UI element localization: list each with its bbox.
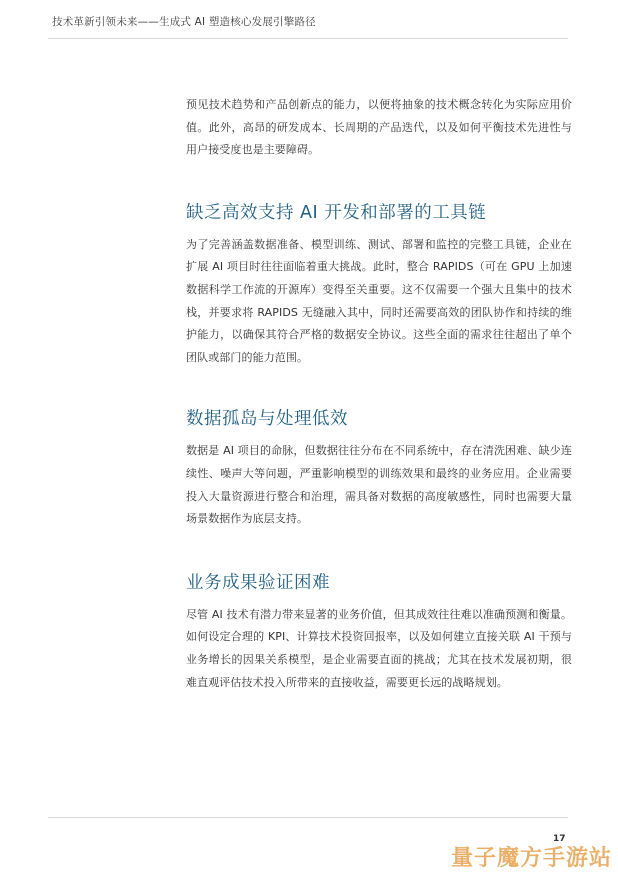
- section-heading-business-validation: 业务成果验证困难: [186, 572, 330, 593]
- section-heading-data-silos: 数据孤岛与处理低效: [186, 409, 348, 430]
- header-divider: [48, 38, 568, 39]
- site-watermark: 量子魔方手游站: [450, 846, 612, 871]
- section-body-business-validation: 尽管 AI 技术有潜力带来显著的业务价值，但其成效往往难以准确预测和衡量。如何设定合理的 KPI、计算技术投资回报率，以及如何建立直接关联 AI 干预与业务增长的因果关系模型，是企业需要直面的挑战；尤其在技术发展初期，很难直观评估技术投入所带来的直接收益，需要更长远的战略规划。: [186, 607, 572, 689]
- section-body-data-silos: 数据是 AI 项目的命脉，但数据往往分布在不同系统中，存在清洗困难、缺少连续性、噪声大等问题，严重影响模型的训练效果和最终的业务应用。企业需要投入大量资源进行整合和治理，需具备对数据的高度敏感性，同时也需要大量场景数据作为底层支持。: [186, 444, 572, 526]
- page-content: [186, 94, 572, 694]
- intro-paragraph: 预见技术趋势和产品创新点的能力，以便将抽象的技术概念转化为实际应用价值。此外，高昂的研发成本、长周期的产品迭代，以及如何平衡技术先进性与用户接受度也是主要障碍。: [186, 98, 572, 157]
- page-number: 17: [553, 834, 566, 844]
- footer-divider: [48, 817, 568, 818]
- running-header-title: 技术革新引领未来——生成式 AI 塑造核心发展引擎路径: [52, 16, 316, 28]
- section-body-toolchain: 为了完善涵盖数据准备、模型训练、测试、部署和监控的完整工具链，企业在扩展 AI 项目时往往面临着重大挑战。此时，整合 RAPIDS（可在 GPU 上加速数据科学工作流的开源库）变得至关重要。这不仅需要一个强大且集中的技术栈，并要求将 RAPIDS 无缝融入其中，同时还需要高效的团队协作和持续的维护能力，以确保其符合严格的数据安全协议。这些全面的需求往往超出了单个团队或部门的能力范围。: [186, 237, 572, 364]
- section-heading-toolchain: 缺乏高效支持 AI 开发和部署的工具链: [186, 202, 487, 223]
